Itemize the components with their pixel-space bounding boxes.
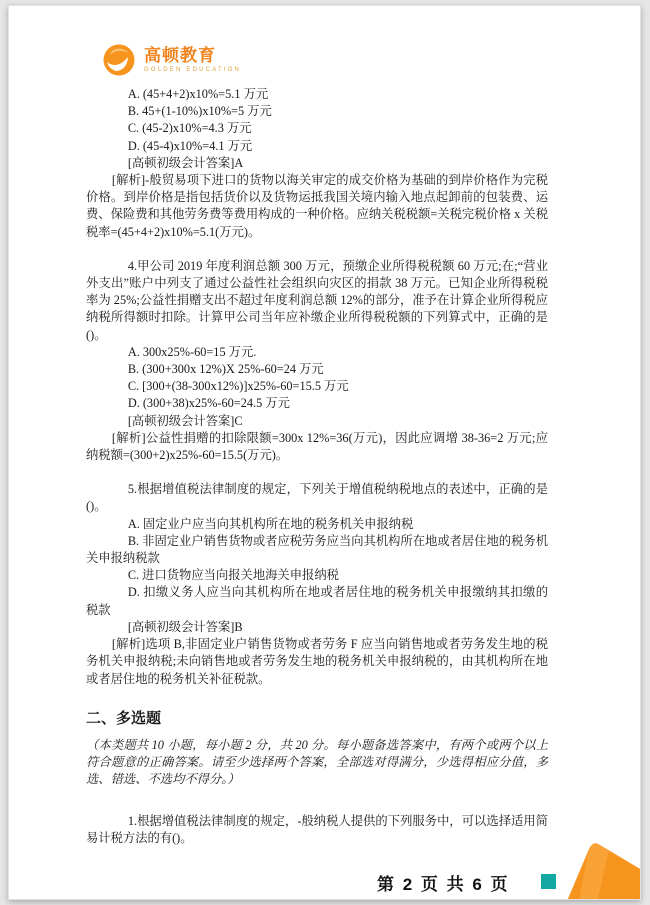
q4-option-d: D. (300+38)x25%-60=24.5 万元	[127, 396, 290, 411]
orange-mountain-decoration	[557, 840, 641, 900]
q5-answer: [高顿初级会计答案]B	[127, 619, 243, 634]
q3-answer: [高顿初级会计答案]A	[127, 155, 244, 170]
q5-option-a: A. 固定业户应当向其机构所在地的税务机关申报纳税	[127, 516, 414, 531]
teal-square-decoration	[541, 874, 556, 889]
q4-analysis: [解析]公益性捐赠的扣除限额=300x 12%=36(万元)，因此应调增 38-36=2 万元;应纳税额=(300+2)x25%-60=15.5(万元)。	[86, 430, 548, 463]
logo-brand: 高顿教育	[144, 46, 216, 65]
logo	[101, 42, 241, 78]
q5-option-c: C. 进口货物应当向报关地海关申报纳税	[127, 568, 339, 583]
q4-option-b: B. (300+300x 12%)X 25%-60=24 万元	[127, 362, 324, 377]
q3-analysis: [解析]-般贸易项下进口的货物以海关审定的成交价格为基础的到岸价格作为完税价格。到岸价格是指包括货价以及货物运抵我国关境内输入地点起卸前的包装费、运费、保险费和其他劳务费等费用构成的一种价格。应纳关税税额=关税完税价格 x 关税税率=(45+4+2)x10%=5.1(万元)。	[86, 173, 548, 239]
q3-option-c: C. (45-2)x10%=4.3 万元	[127, 121, 252, 136]
paper-sheet	[8, 5, 641, 900]
q3-option-d: D. (45-4)x10%=4.1 万元	[127, 138, 253, 153]
section2-q1-stem: 1.根据增值税法律制度的规定，-般纳税人提供的下列服务中，可以选择适用简易计税方法的有()。	[86, 813, 548, 845]
q5-option-d: D. 扣缴义务人应当向其机构所在地或者居住地的税务机关申报缴纳其扣缴的税款	[86, 585, 548, 617]
section2-note: （本类题共 10 小题，每小题 2 分，共 20 分。每小题备选答案中，有两个或两个以上符合题意的正确答案。请至少选择两个答案，全部选对得满分，少选得相应分值，多选、错选、不选均不得分。）	[86, 737, 548, 787]
q5-option-b: B. 非固定业户销售货物或者应税劳务应当向其机构所在地或者居住地的税务机关申报纳税款	[86, 533, 548, 566]
logo-subtitle: GOLDEN EDUCATION	[144, 67, 242, 73]
q4-option-c: C. [300+(38-300x12%)]x25%-60=15.5 万元	[127, 379, 349, 394]
page-number: 第 2 页 共 6 页	[377, 875, 510, 894]
section2-title: 二、多选题	[86, 709, 162, 727]
document-content	[86, 86, 548, 847]
q3-option-a: A. (45+4+2)x10%=5.1 万元	[127, 87, 269, 101]
q5-stem: 5.根据增值税法律制度的规定，下列关于增值税纳税地点的表述中，正确的是()。	[86, 482, 548, 514]
q4-answer: [高顿初级会计答案]C	[127, 413, 243, 428]
q4-option-a: A. 300x25%-60=15 万元.	[127, 344, 257, 359]
golden-education-logo-icon	[101, 42, 137, 78]
logo-text	[144, 47, 241, 73]
q3-option-b: B. 45+(1-10%)x10%=5 万元	[127, 104, 272, 119]
q5-analysis: [解析]选项 B,非固定业户销售货物或者劳务 F 应当向销售地或者劳务发生地的税务机关申报纳税;未向销售地或者劳务发生地的税务机关申报纳税的，由其机构所在地或者居住地的税务机关补征税款。	[86, 637, 548, 686]
q4-stem: 4.甲公司 2019 年度利润总额 300 万元，预缴企业所得税税额 60 万元;在;“营业外支出”账户中列支了通过公益性社会组织向灾区的捐款 38 万元。已知企业所得税税率为 25%;公益性捐赠支出不超过年度利润总额 12%的部分，准予在计算企业所得税应纳税所得额时扣除。计算甲公司当年应补缴企业所得税税额的下列算式中，正确的是()。	[86, 258, 548, 342]
